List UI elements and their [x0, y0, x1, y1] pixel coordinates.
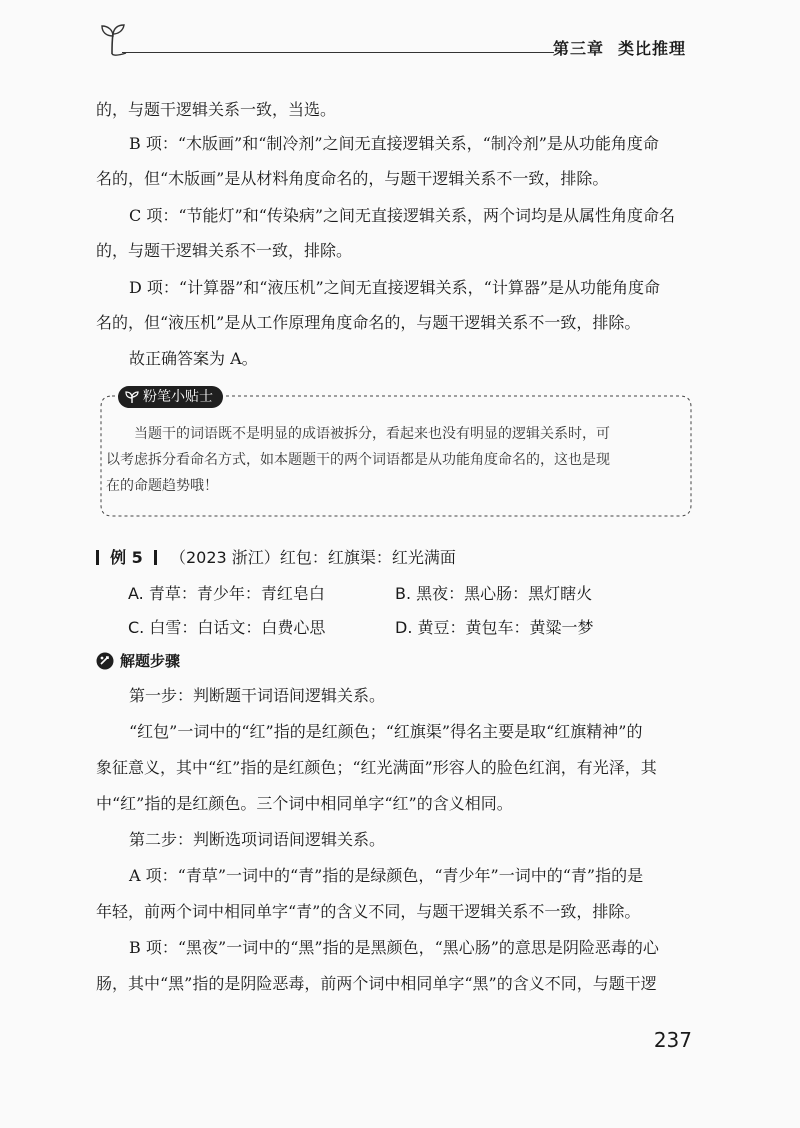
paragraph-line: 第二步：判断选项词语间逻辑关系。	[129, 830, 386, 849]
paragraph-line: A 项：“青草”一词中的“青”指的是绿颜色，“青少年”一词中的“青”指的是	[129, 866, 644, 885]
example-heading	[96, 547, 456, 569]
example-source: （2023 浙江）	[170, 548, 280, 567]
tip-box	[100, 389, 692, 517]
paragraph-line: 第一步：判断题干词语间逻辑关系。	[129, 686, 386, 705]
option-a: A. 青草：青少年：青红皂白	[128, 584, 325, 603]
tip-label-text: 粉笔小贴士	[143, 389, 213, 405]
example-bar-right	[154, 550, 157, 565]
tip-line: 当题干的词语既不是明显的成语被拆分，看起来也没有明显的逻辑关系时，可	[134, 426, 610, 442]
paragraph-line: 年轻，前两个词中相同单字“青”的含义不同，与题干逻辑关系不一致，排除。	[96, 902, 641, 921]
chapter-number: 第三章	[552, 39, 604, 58]
paragraph-line: D 项：“计算器”和“液压机”之间无直接逻辑关系，“计算器”是从功能角度命	[129, 278, 660, 297]
paragraph-line: 故正确答案为 A。	[129, 349, 258, 368]
paragraph-line: 名的，但“木版画”是从材料角度命名的，与题干逻辑关系不一致，排除。	[96, 169, 609, 188]
example-stem: 红包：红旗渠：红光满面	[279, 548, 456, 567]
example-bar-left	[96, 550, 99, 565]
tip-label	[118, 386, 223, 408]
chapter-title	[539, 36, 686, 59]
tip-content	[100, 421, 692, 499]
chapter-name: 类比推理	[617, 39, 686, 58]
paragraph-line: B 项：“黑夜”一词中的“黑”指的是黑颜色，“黑心肠”的意思是阴险恶毒的心	[129, 938, 659, 957]
option-d: D. 黄豆：黄包车：黄粱一梦	[395, 618, 594, 637]
steps-icon	[96, 652, 114, 670]
option-b: B. 黑夜：黑心肠：黑灯瞎火	[395, 584, 593, 603]
steps-heading	[96, 650, 180, 672]
paragraph-line: “红包”一词中的“红”指的是红颜色；“红旗渠”得名主要是取“红旗精神”的	[129, 722, 643, 741]
page-header	[96, 22, 704, 62]
paragraph-line: C 项：“节能灯”和“传染病”之间无直接逻辑关系，两个词均是从属性角度命名	[129, 206, 676, 225]
paragraph-line: B 项：“木版画”和“制冷剂”之间无直接逻辑关系，“制冷剂”是从功能角度命	[129, 134, 659, 153]
paragraph-line: 的，与题干逻辑关系一致，当选。	[96, 100, 337, 119]
header-rule	[122, 52, 554, 53]
option-c: C. 白雪：白话文：白费心思	[128, 618, 326, 637]
tip-line: 以考虑拆分看命名方式，如本题题干的两个词语都是从功能角度命名的，这也是现	[106, 452, 610, 468]
paragraph-line: 中“红”指的是红颜色。三个词中相同单字“红”的含义相同。	[96, 794, 513, 813]
leaf-icon	[124, 390, 140, 404]
paragraph-line: 象征意义，其中“红”指的是红颜色；“红光满面”形容人的脸色红润，有光泽，其	[96, 758, 657, 777]
paragraph-line: 的，与题干逻辑关系不一致，排除。	[96, 241, 353, 260]
steps-heading-text: 解题步骤	[120, 652, 181, 670]
example-label: 例 5	[110, 548, 143, 567]
paragraph-line: 名的，但“液压机”是从工作原理角度命名的，与题干逻辑关系不一致，排除。	[96, 313, 641, 332]
paragraph-line: 肠，其中“黑”指的是阴险恶毒，前两个词中相同单字“黑”的含义不同，与题干逻	[96, 974, 657, 993]
tip-line: 在的命题趋势哦！	[106, 478, 218, 494]
page-number: 237	[653, 1028, 692, 1052]
